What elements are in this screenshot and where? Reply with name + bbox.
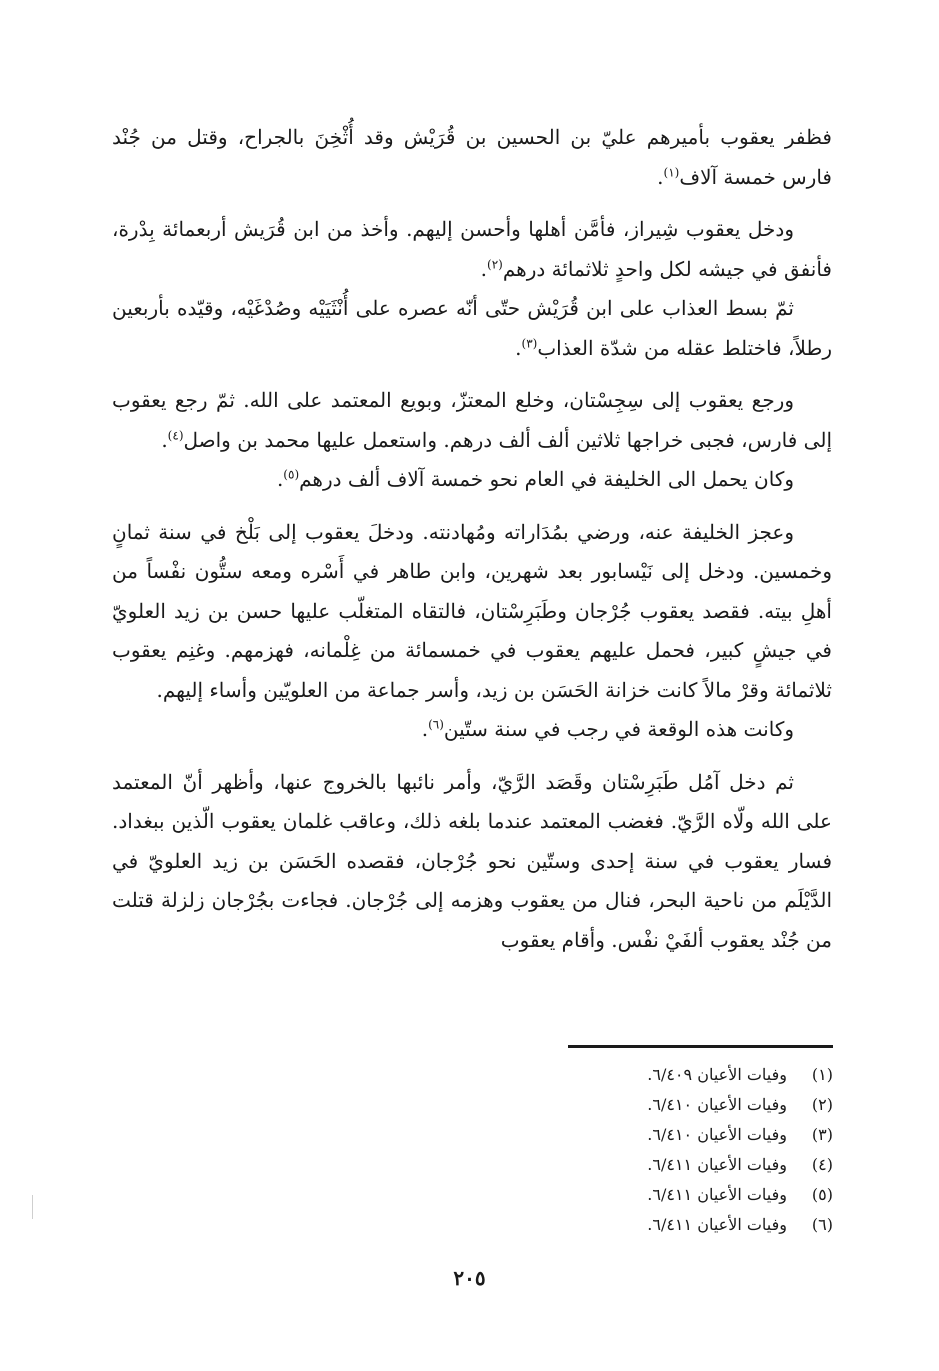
footnote-number: (٣) (811, 1125, 833, 1144)
footnote-text: وفيات الأعيان ٦/٤١٠. (647, 1095, 787, 1114)
main-text (112, 118, 832, 960)
footnote-divider (568, 1045, 833, 1048)
footnote-number: (٢) (811, 1095, 833, 1114)
footnote-6 (400, 1210, 833, 1240)
paragraph-3: ثمّ بسط العذاب على ابن قُرَيْش حتّى أنّه عصره على أُنْثَيَيْه وصُدْغَيْه، وقيّده بأربعين رطلاً، فاختلط عقله من شدّة العذاب$^{(٣)}$. (112, 296, 832, 360)
footnote-3 (400, 1120, 833, 1150)
paragraph-8: ثم دخل آمُل طَبَرِسْتان وقَصَد الرَّيّ، وأمر نائبها بالخروج عنها، وأظهر أنّ المعتمد على الله ولّاه الرَّيّ. فغضب المعتمد عندما بلغه ذلك، وعاقب غلمان يعقوب الّذين ببغداد. فسار يعقوب في سنة إحدى وستّين نحو جُرْجان، فقصده الحَسَن بن زيد العلويّ في الدَّيْلَم من ناحية البحر، فنال من يعقوب وهزمه إلى جُرْجان. فجاءت بجُرْجان زلزلة قتلت من جُنْد يعقوب ألفَيْ نفْس. وأقام يعقوب (112, 769, 832, 952)
footnote-text: وفيات الأعيان ٦/٤١١. (647, 1215, 787, 1234)
footnote-ref-2[interactable]: (٢) (487, 256, 503, 271)
footnote-4 (400, 1150, 833, 1180)
paragraph-5: وكان يحمل الى الخليفة في العام نحو خمسة آلاف ألف درهم$^{(٥)}$. (276, 467, 794, 491)
footnote-1 (400, 1060, 833, 1090)
page-number: ٢٠٥ (453, 1266, 486, 1290)
footnote-number: (٥) (811, 1185, 833, 1204)
footnote-2 (400, 1090, 833, 1120)
footnote-ref-1[interactable]: (١) (663, 164, 680, 179)
paragraph-1: فظفر يعقوب بأميرهم عليّ بن الحسين بن قُرَيْش وقد أُثْخِنَ بالجراح، وقتل من جُنْد فارس خمسة آلاف$^{(١)}$. (112, 125, 832, 189)
paragraph-7: وكانت هذه الوقعة في رجب في سنة ستّين$^{(٦)}$. (421, 717, 794, 741)
footnote-number: (١) (811, 1065, 833, 1084)
footnote-number: (٤) (811, 1155, 833, 1174)
footnote-text: وفيات الأعيان ٦/٤١١. (647, 1185, 787, 1204)
footnotes-list (400, 1060, 833, 1240)
footnote-5 (400, 1180, 833, 1210)
footnote-ref-5[interactable]: (٥) (283, 467, 300, 482)
footnote-text: وفيات الأعيان ٦/٤١١. (647, 1155, 787, 1174)
paragraph-2: ودخل يعقوب شِيراز، فأمَّن أهلها وأحسن إليهم. وأخذ من ابن قُرَيش أربعمائة بِدْرة، فأنفق في جيشه لكل واحدٍ ثلاثمائة درهم$^{(٢)}$. (112, 217, 832, 281)
footnote-text: وفيات الأعيان ٦/٤١٠. (647, 1125, 787, 1144)
footnote-number: (٦) (811, 1215, 833, 1234)
scan-margin-mark (32, 1195, 33, 1219)
footnote-ref-6[interactable]: (٦) (428, 717, 444, 732)
footnote-ref-3[interactable]: (٣) (521, 335, 538, 350)
paragraph-4: ورجع يعقوب إلى سِجِسْتان، وخلع المعتزّ، وبويع المعتمد على الله. ثمّ رجع يعقوب إلى فارس، فجبى خراجها ثلاثين ألف ألف درهم. واستعمل عليها محمد بن واصل$^{(٤)}$. (112, 388, 832, 452)
footnote-ref-4[interactable]: (٤) (167, 427, 184, 442)
footnote-text: وفيات الأعيان ٦/٤٠٩. (647, 1065, 787, 1084)
paragraph-6: وعجز الخليفة عنه، ورضي بمُدَاراته ومُهادنته. ودخلَ يعقوب إلى بَلْخ في سنة ثمانٍ وخمسين. ودخل إلى نَيْسابور بعد شهرين، وابن طاهر في أَسْره ومعه ستُّون نفْساً من أهلِ بيته. فقصد يعقوب جُرْجان وطَبَرِسْتان، فالتقاه المتغلّب عليها حسن بن زيد العلويّ في جيشٍ كبير، فحمل عليهم يعقوب في خمسمائة من غِلْمانه، فهزمهم. وغنِم يعقوب ثلاثمائة وقرْ مالاً كانت خزانة الحَسَن بن زيد، وأسر جماعة من العلويّين وأساء إليهم. (112, 519, 832, 702)
